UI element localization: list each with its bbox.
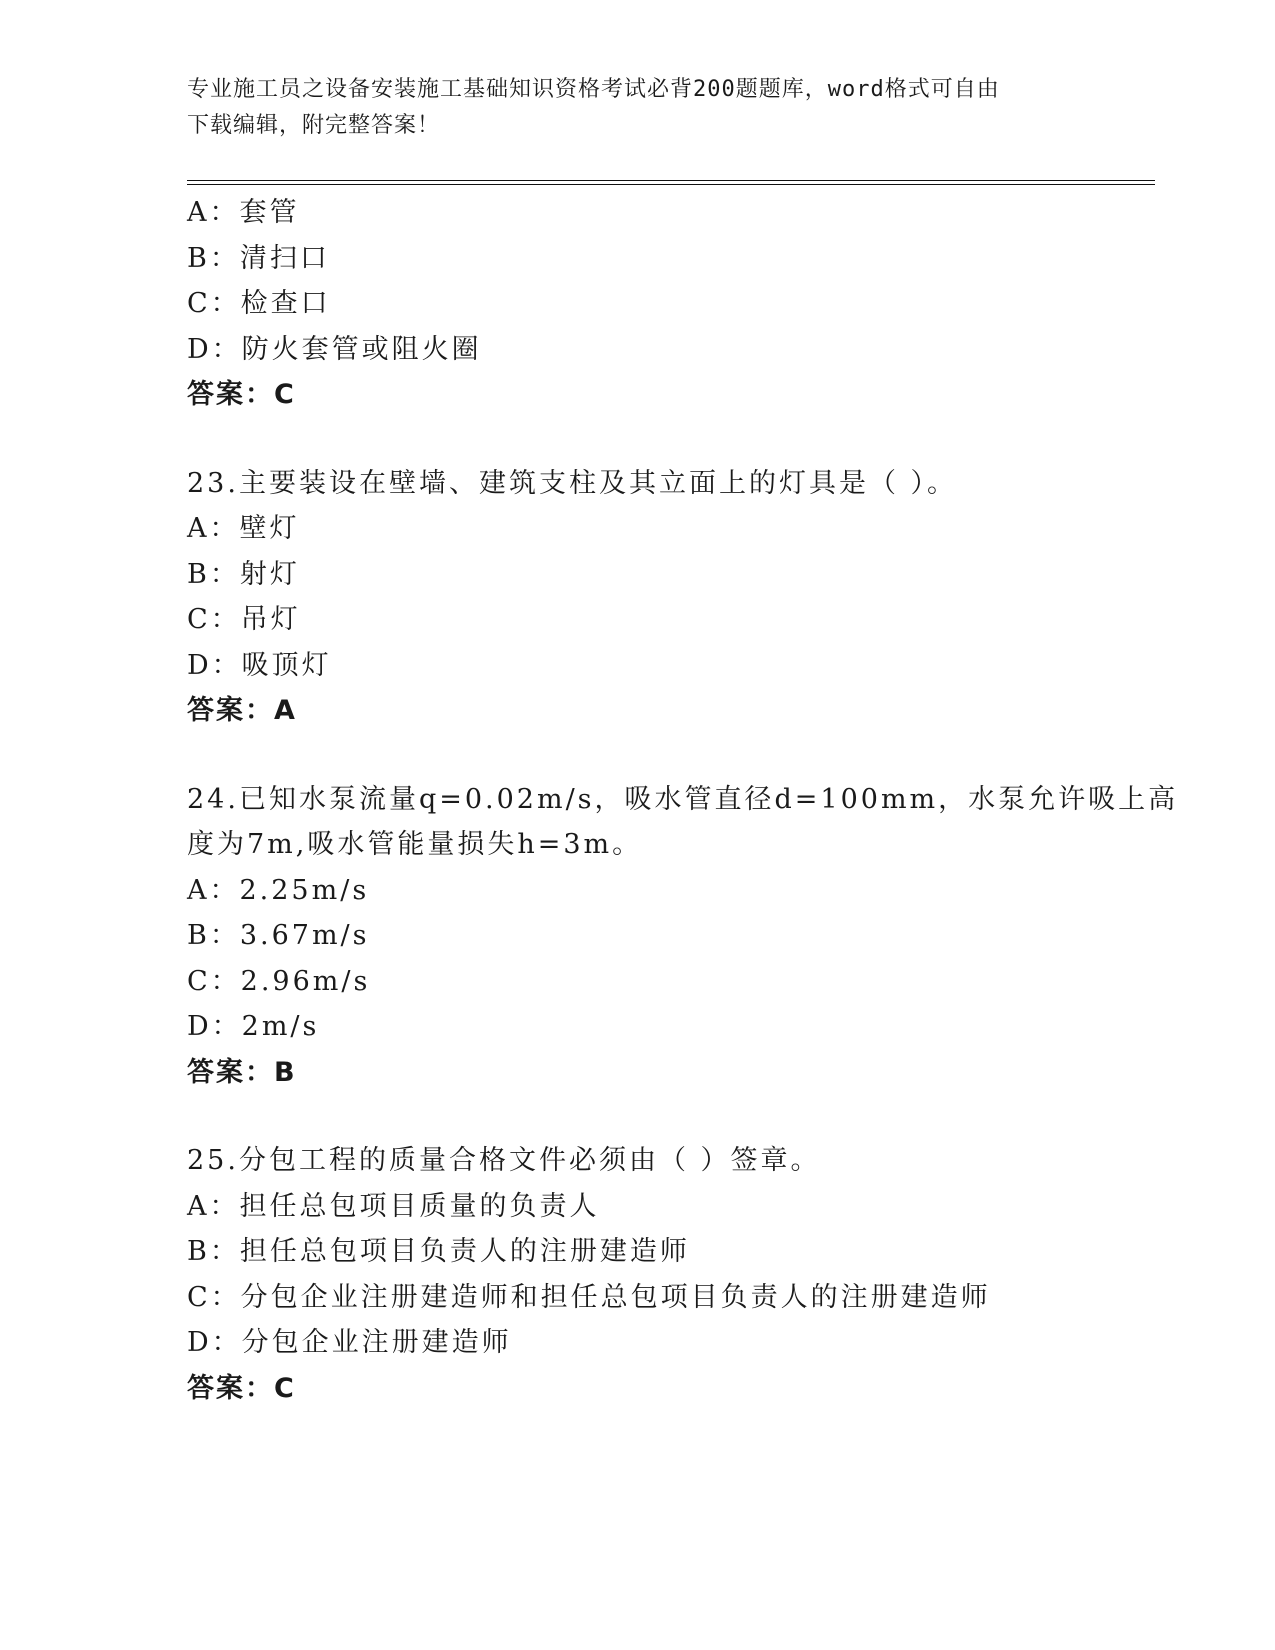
question-22-block <box>187 190 1155 418</box>
option-b: B：射灯 <box>187 558 300 590</box>
option-d: D：分包企业注册建造师 <box>187 1327 512 1358</box>
header-double-rule <box>187 180 1155 185</box>
answer: 答案：A <box>187 695 297 726</box>
document-header <box>187 72 1087 144</box>
question-text: 23.主要装设在壁墙、建筑支柱及其立面上的灯具是（ ）。 <box>187 467 958 499</box>
option-a: A：套管 <box>187 197 300 228</box>
answer: 答案：B <box>187 1056 297 1088</box>
header-line-2: 下载编辑，附完整答案！ <box>187 113 441 138</box>
option-b: B：担任总包项目负责人的注册建造师 <box>187 1236 690 1267</box>
option-a: A：2.25m/s <box>187 874 370 906</box>
spacer <box>187 1095 1155 1138</box>
header-line-1: 专业施工员之设备安装施工基础知识资格考试必背200题题库，word格式可自由 <box>187 77 1000 102</box>
option-c: C：检查口 <box>187 288 331 319</box>
option-c: C：分包企业注册建造师和担任总包项目负责人的注册建造师 <box>187 1281 991 1313</box>
question-24-block <box>187 777 1179 1096</box>
question-25-block <box>187 1138 1155 1411</box>
answer: 答案：C <box>187 1372 296 1404</box>
option-a: A：壁灯 <box>187 513 300 544</box>
document-body <box>187 190 1179 1411</box>
option-b: B：清扫口 <box>187 242 330 274</box>
option-b: B：3.67m/s <box>187 920 370 951</box>
spacer <box>187 418 1155 461</box>
question-text-line-1: 24.已知水泵流量q=0.02m/s，吸水管直径d=100mm，水泵允许吸上高 <box>187 783 1179 815</box>
answer: 答案：C <box>187 379 296 410</box>
question-text-line-2: 度为7m,吸水管能量损失h=3m。 <box>187 829 643 860</box>
question-23-block <box>187 461 1155 734</box>
option-d: D：2m/s <box>187 1011 320 1042</box>
option-d: D：吸顶灯 <box>187 649 332 681</box>
option-c: C：吊灯 <box>187 604 301 635</box>
spacer <box>187 734 1155 777</box>
option-c: C：2.96m/s <box>187 965 371 997</box>
question-text: 25.分包工程的质量合格文件必须由（ ）签章。 <box>187 1145 821 1176</box>
option-d: D：防火套管或阻火圈 <box>187 333 482 365</box>
option-a: A：担任总包项目质量的负责人 <box>187 1190 600 1222</box>
